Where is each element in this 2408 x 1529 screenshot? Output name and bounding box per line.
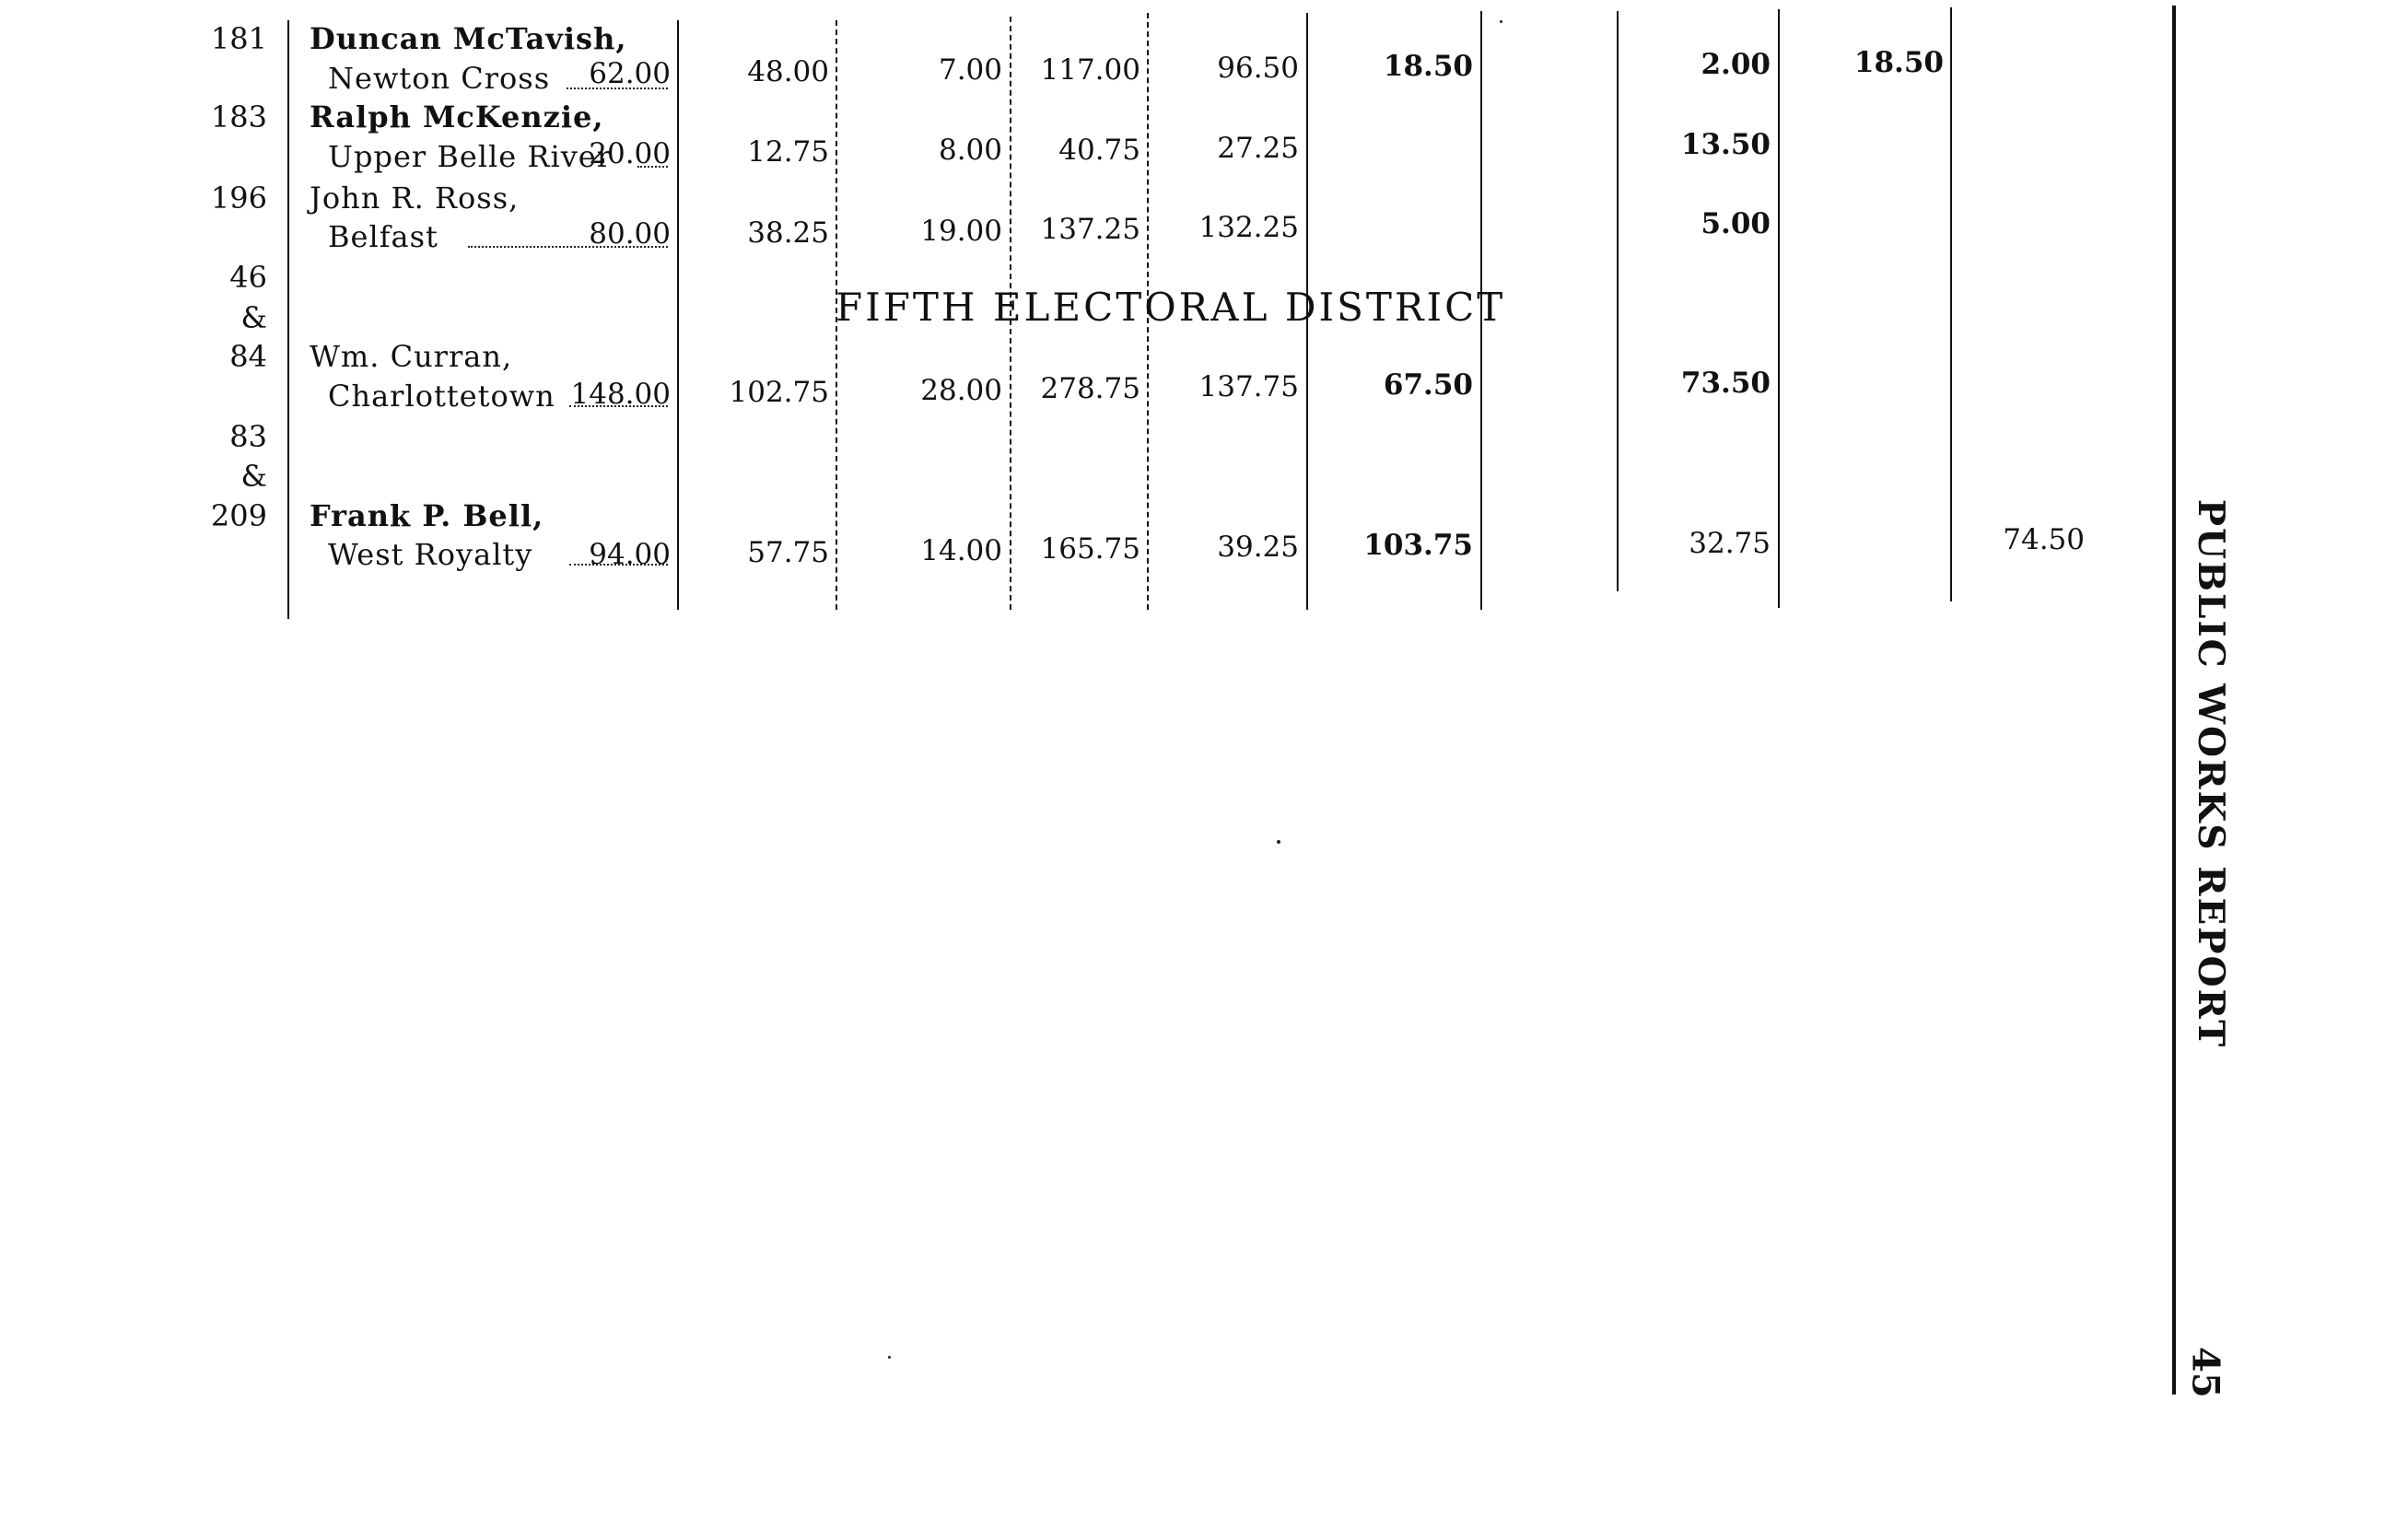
value-col-8: 18.50 bbox=[1853, 46, 1944, 79]
value-col-4: 40.75 bbox=[1058, 134, 1140, 167]
row-id: 209 bbox=[210, 498, 267, 533]
value-col-5: 137.75 bbox=[1198, 370, 1299, 403]
column-rule-2 bbox=[836, 20, 837, 610]
value-col-6: 103.75 bbox=[1363, 529, 1473, 562]
value-col-5: 132.25 bbox=[1198, 211, 1299, 244]
column-rule-9 bbox=[1950, 7, 1952, 601]
contractor-name: Ralph McKenzie, bbox=[310, 99, 604, 134]
value-col-5: 27.25 bbox=[1217, 132, 1299, 165]
value-col-1: 148.00 bbox=[570, 378, 671, 411]
row-id: & bbox=[240, 459, 267, 494]
column-rule-7 bbox=[1617, 11, 1619, 591]
section-heading: FIFTH ELECTORAL DISTRICT bbox=[836, 285, 1506, 330]
value-col-3: 19.00 bbox=[920, 215, 1002, 248]
contractor-place: Belfast bbox=[328, 219, 438, 254]
column-rule-6 bbox=[1480, 11, 1482, 610]
contractor-place: Newton Cross bbox=[328, 61, 551, 96]
value-col-4: 137.25 bbox=[1040, 213, 1140, 246]
row-id: 83 bbox=[229, 419, 267, 454]
value-col-2: 48.00 bbox=[747, 55, 829, 88]
value-col-9: 74.50 bbox=[2003, 523, 2085, 556]
value-col-1: 94.00 bbox=[589, 538, 671, 571]
row-id: & bbox=[240, 300, 267, 335]
contractor-name: John R. Ross, bbox=[310, 181, 520, 216]
value-col-2: 12.75 bbox=[747, 135, 829, 169]
value-col-2: 57.75 bbox=[747, 536, 829, 569]
report-title: PUBLIC WORKS REPORT bbox=[2190, 498, 2232, 1049]
column-rule-4 bbox=[1147, 13, 1149, 610]
value-col-3: 28.00 bbox=[920, 374, 1002, 407]
row-id: 46 bbox=[229, 260, 267, 295]
value-col-7: 13.50 bbox=[1680, 128, 1771, 161]
row-id: 196 bbox=[210, 181, 267, 216]
value-col-4: 117.00 bbox=[1040, 53, 1140, 87]
value-col-3: 7.00 bbox=[938, 53, 1002, 87]
value-col-6: 18.50 bbox=[1383, 50, 1473, 83]
value-col-7: 32.75 bbox=[1689, 527, 1771, 560]
print-speck bbox=[888, 1356, 891, 1359]
value-col-1: 62.00 bbox=[589, 57, 671, 90]
contractor-place: West Royalty bbox=[328, 537, 533, 572]
print-speck bbox=[1277, 840, 1280, 844]
value-col-1: 20.00 bbox=[589, 137, 671, 170]
print-speck bbox=[1500, 20, 1502, 23]
contractor-name: Wm. Curran, bbox=[310, 339, 513, 374]
value-col-7: 5.00 bbox=[1701, 207, 1771, 240]
value-col-2: 38.25 bbox=[747, 216, 829, 250]
contractor-name: Duncan McTavish, bbox=[310, 21, 627, 56]
right-margin-rule bbox=[2172, 6, 2176, 1395]
column-rule-8 bbox=[1778, 9, 1780, 608]
row-id: 84 bbox=[229, 339, 267, 374]
value-col-1: 80.00 bbox=[589, 217, 671, 251]
contractor-place: Charlottetown bbox=[328, 379, 555, 414]
value-col-2: 102.75 bbox=[729, 376, 829, 409]
value-col-6: 67.50 bbox=[1383, 368, 1473, 402]
contractor-place: Upper Belle River bbox=[328, 139, 613, 174]
contractor-name: Frank P. Bell, bbox=[310, 498, 544, 533]
value-col-5: 96.50 bbox=[1217, 52, 1299, 85]
row-id: 183 bbox=[210, 99, 267, 134]
column-rule-5 bbox=[1306, 13, 1308, 610]
column-rule-3 bbox=[1010, 17, 1011, 610]
row-id: 181 bbox=[210, 21, 267, 56]
value-col-4: 278.75 bbox=[1040, 372, 1140, 405]
value-col-5: 39.25 bbox=[1217, 531, 1299, 564]
page-number: 45 bbox=[2183, 1347, 2227, 1398]
column-rule-name bbox=[287, 20, 289, 619]
value-col-4: 165.75 bbox=[1040, 532, 1140, 566]
value-col-3: 8.00 bbox=[938, 134, 1002, 167]
value-col-7: 2.00 bbox=[1701, 48, 1771, 81]
value-col-3: 14.00 bbox=[920, 534, 1002, 567]
column-rule-1 bbox=[677, 20, 679, 610]
value-col-7: 73.50 bbox=[1680, 367, 1771, 400]
